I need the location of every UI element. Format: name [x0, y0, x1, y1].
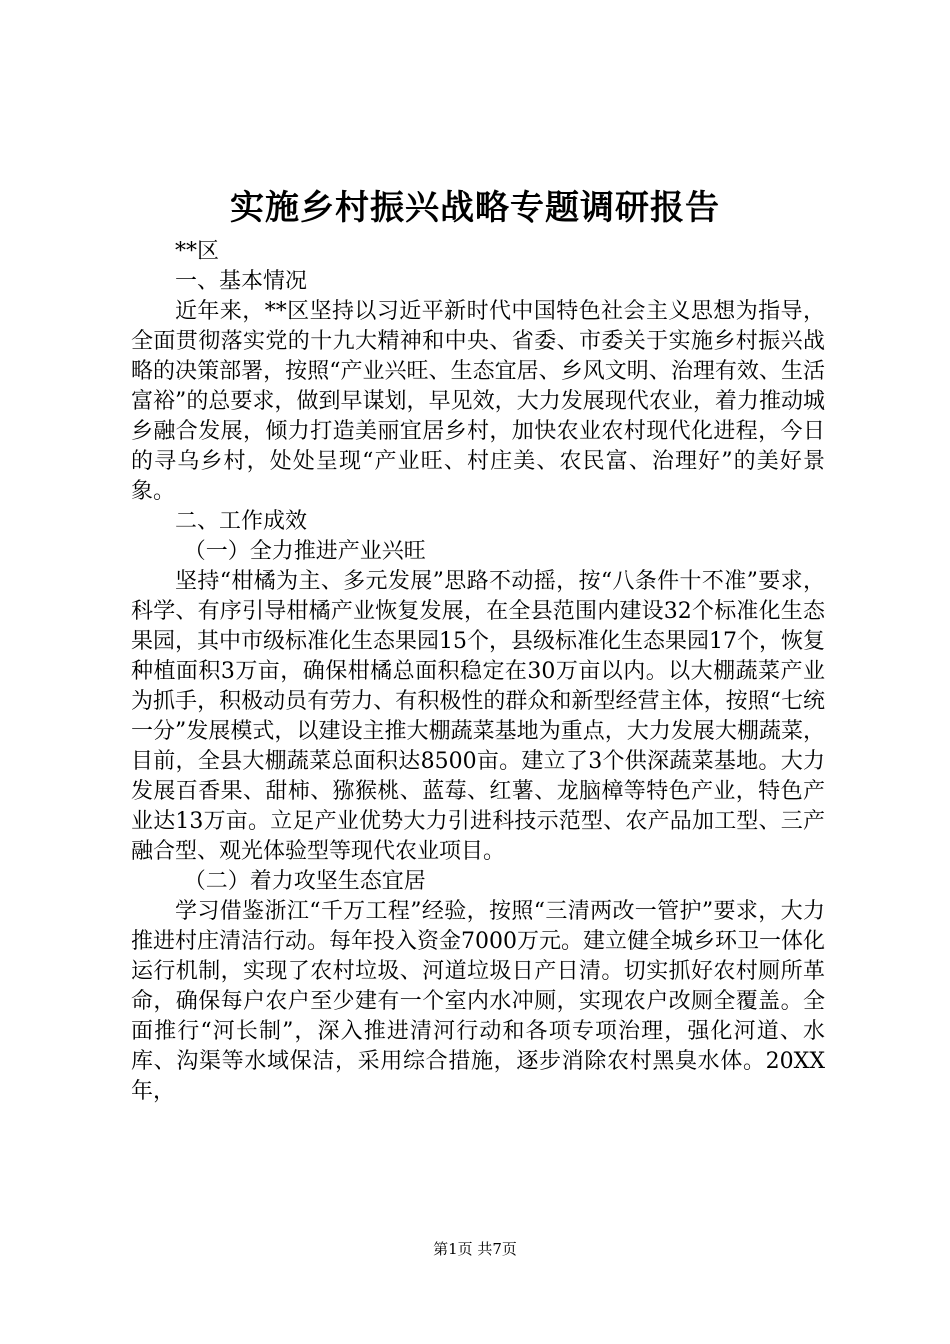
- section-heading-1: 一、基本情况: [175, 269, 308, 294]
- paragraph-industry: 坚持“柑橘为主、多元发展”思路不动摇，按“八条件十不准”要求，科学、有序引导柑橘产业恢复发展，在全县范围内建设32个标准化生态果园，其中市级标准化生态果园15个，县级标准化生态果园17个，恢复种植面积3万亩，确保柑橘总面积稳定在30万亩以内。以大棚蔬菜产业为抓手，积极动员有劳力、有积极性的群众和新型经营主体，按照“七统一分”发展模式，以建设主推大棚蔬菜基地为重点，大力发展大棚蔬菜，目前，全县大棚蔬菜总面积达8500亩。建立了3个供深蔬菜基地。大力发展百香果、甜柿、猕猴桃、蓝莓、红薯、龙脑樟等特色产业，特色产业达13万亩。立足产业优势大力引进科技示范型、农产品加工型、三产融合型、观光体验型等现代农业项目。: [131, 569, 825, 864]
- paragraph-basic-situation: 近年来，**区坚持以习近平新时代中国特色社会主义思想为指导，全面贯彻落实党的十九大精神和中央、省委、市委关于实施乡村振兴战略的决策部署，按照“产业兴旺、生态宜居、乡风文明、治理有效、生活富裕”的总要求，做到早谋划，早见效，大力发展现代农业，着力推动城乡融合发展，倾力打造美丽宜居乡村，加快农业农村现代化进程，今日的寻乌乡村，处处呈现“产业旺、村庄美、农民富、治理好”的美好景象。: [131, 299, 825, 504]
- document-title: 实施乡村振兴战略专题调研报告: [230, 188, 720, 228]
- document-body: [131, 237, 825, 1107]
- subsection-heading-2: （二）着力攻坚生态宜居: [183, 869, 426, 894]
- subsection-heading-1: （一）全力推进产业兴旺: [183, 539, 426, 564]
- page-number: 第1页 共7页: [433, 1240, 517, 1258]
- author-line: **区: [175, 239, 220, 264]
- section-heading-2: 二、工作成效: [175, 509, 308, 534]
- paragraph-ecology: 学习借鉴浙江“千万工程”经验，按照“三清两改一管护”要求，大力推进村庄清洁行动。每年投入资金7000万元。建立健全城乡环卫一体化运行机制，实现了农村垃圾、河道垃圾日产日清。切实抓好农村厕所革命，确保每户农户至少建有一个室内水冲厕，实现农户改厕全覆盖。全面推行“河长制”，深入推进清河行动和各项专项治理，强化河道、水库、沟渠等水域保洁，采用综合措施，逐步消除农村黑臭水体。20XX年，: [131, 899, 825, 1104]
